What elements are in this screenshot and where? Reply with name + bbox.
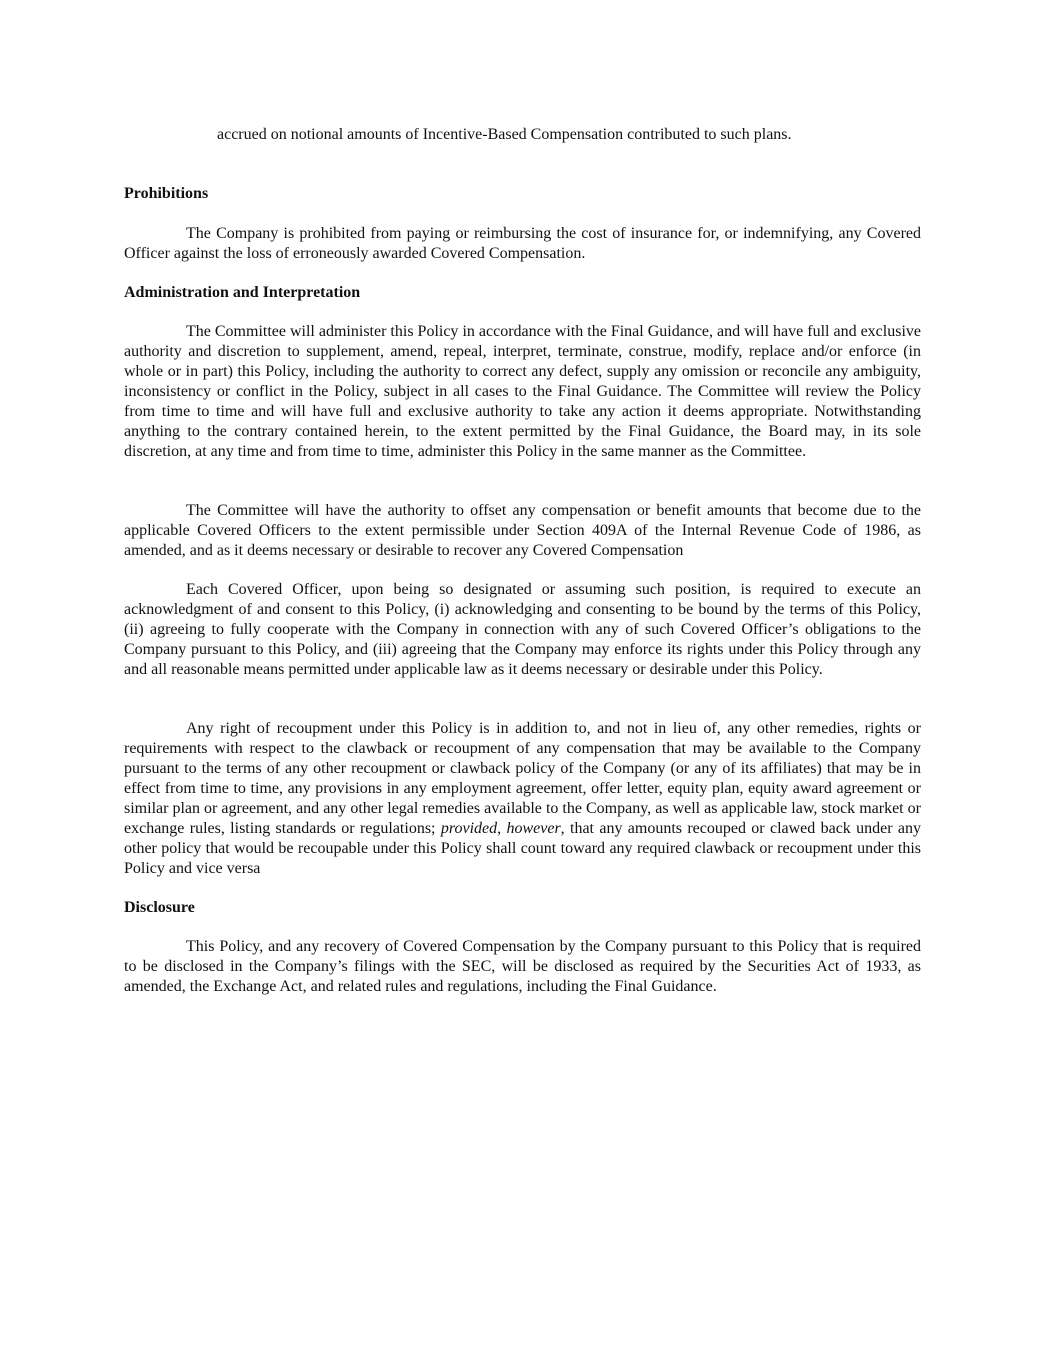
disclosure-paragraph: This Policy, and any recovery of Covered Compensation by the Company pursuant to this Policy that is required to be disclosed in the Company’s filings with the SEC, will be disclosed as required by the Securities Act of 1933, as amended, the Exchange Act, and related rules and regulations, including the Final Guidance. xyxy=(124,938,921,995)
paragraph-4-text-before: Any right of recoupment under this Policy is in addition to, and not in lieu of, any other remedies, rights or requirements with respect to the clawback or recoupment of any compensation that may be available to the Company pursuant to the terms of any other recoupment or clawback policy of the Company (or any of its affiliates) that may be in effect from time to time, any provisions in any employment agreement, offer letter, equity plan, equity award agreement or similar plan or agreement, and any other legal remedies available to the Company, as well as applicable law, stock market or exchange rules, listing standards or regulations; xyxy=(124,720,921,837)
heading-disclosure: Disclosure xyxy=(124,899,195,916)
continuation-line: accrued on notional amounts of Incentive-Based Compensation contributed to such plans. xyxy=(217,126,792,143)
administration-paragraph-2: The Committee will have the authority to offset any compensation or benefit amounts that become due to the applicable Covered Officers to the extent permissible under Section 409A of the Internal Revenue Code of 1986, as amended, and as it deems necessary or desirable to recover any Covered Compensation xyxy=(124,502,921,559)
paragraph-4-text-after: , that any amounts recouped or clawed back under any other policy that would be recoupable under this Policy shall count toward any required clawback or recoupment under this Policy and vice versa xyxy=(124,820,922,877)
administration-paragraph-4 xyxy=(124,719,921,879)
however-italic: however xyxy=(506,820,561,837)
prohibitions-paragraph: The Company is prohibited from paying or reimbursing the cost of insurance for, or indemnifying, any Covered Officer against the loss of erroneously awarded Covered Compensation. xyxy=(124,225,921,262)
administration-paragraph-3: Each Covered Officer, upon being so designated or assuming such position, is required to execute an acknowledgment of and consent to this Policy, (i) acknowledging and consenting to be bound by the terms of this Policy, (ii) agreeing to fully cooperate with the Company in connection with any of such Covered Officer’s obligations to the Company pursuant to this Policy, and (iii) agreeing that the Company may enforce its rights under this Policy through any and all reasonable means permitted under applicable law as it deems necessary or desirable under this Policy. xyxy=(124,581,921,678)
heading-prohibitions: Prohibitions xyxy=(124,185,209,202)
provided-italic: provided xyxy=(440,820,498,837)
heading-administration: Administration and Interpretation xyxy=(124,284,361,301)
paragraph-4-comma: , xyxy=(497,820,507,837)
administration-paragraph-1: The Committee will administer this Policy in accordance with the Final Guidance, and will have full and exclusive authority and discretion to supplement, amend, repeal, interpret, terminate, construe, modify, replace and/or enforce (in whole or in part) this Policy, including the authority to correct any defect, supply any omission or reconcile any ambiguity, inconsistency or conflict in the Policy, subject in all cases to the Final Guidance. The Committee will review the Policy from time to time and will have full and exclusive authority to take any action it deems appropriate. Notwithstanding anything to the contrary contained herein, to the extent permitted by the Final Guidance, the Board may, in its sole discretion, at any time and from time to time, administer this Policy in the same manner as the Committee. xyxy=(124,323,921,460)
